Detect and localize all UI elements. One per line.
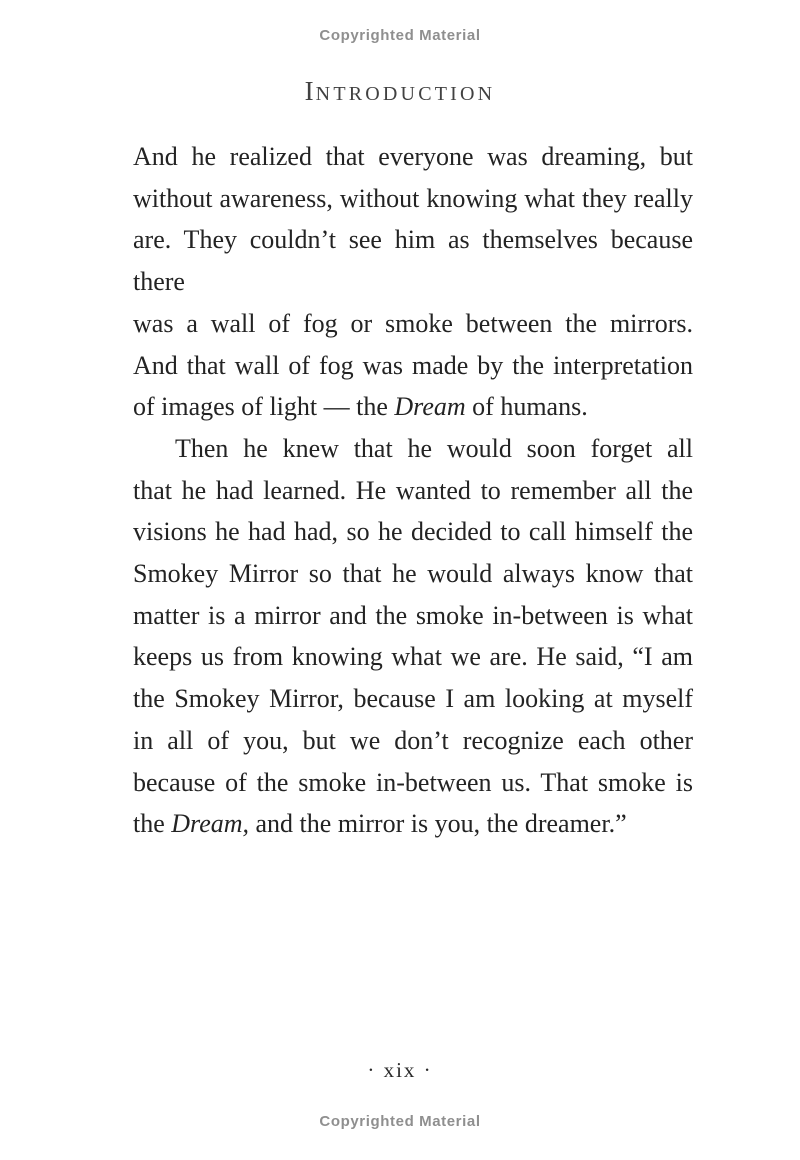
body-line xyxy=(133,428,693,470)
body-italic-segment: Dream xyxy=(394,392,466,422)
body-line xyxy=(133,595,693,637)
body-segment: without awareness, without knowing what they really xyxy=(133,183,693,213)
body-line xyxy=(133,511,693,553)
body-segment: Smokey Mirror so that he would always know that xyxy=(133,559,693,589)
page-number: · xix · xyxy=(367,1058,433,1082)
body-segment: because of the smoke in-between us. That smoke is xyxy=(133,767,693,797)
body-line xyxy=(133,219,693,302)
body-segment: of images of light — the xyxy=(133,392,395,422)
body-segment: the xyxy=(133,809,172,839)
body-segment: the Smokey Mirror, because I am looking at myself xyxy=(133,684,693,714)
body-line xyxy=(133,178,693,220)
body-segment: in all of you, but we don’t recognize each other xyxy=(133,725,693,755)
body-line xyxy=(133,553,693,595)
body-segment: that he had learned. He wanted to remember all the xyxy=(133,475,693,505)
body-segment: are. They couldn’t see him as themselves because there xyxy=(133,225,693,297)
body-line xyxy=(133,470,693,512)
body-line xyxy=(133,678,693,720)
body-line xyxy=(133,762,693,804)
body-line xyxy=(133,303,693,345)
body-line xyxy=(133,803,693,845)
chapter-heading-rest: NTRODUCTION xyxy=(315,83,496,105)
body-line xyxy=(133,345,693,387)
body-segment: Then he knew that he would soon forget all xyxy=(175,433,693,463)
body-segment: And that wall of fog was made by the interpretation xyxy=(133,350,693,380)
copyright-notice-top: Copyrighted Material xyxy=(319,27,481,44)
copyright-notice-bottom: Copyrighted Material xyxy=(319,1113,481,1130)
body-segment: visions he had had, so he decided to call himself the xyxy=(133,517,693,547)
body-line xyxy=(133,720,693,762)
body-segment: and the mirror is you, the dreamer.” xyxy=(249,809,627,839)
chapter-heading-initial: I xyxy=(304,76,316,106)
body-line xyxy=(133,636,693,678)
body-segment: was a wall of fog or smoke between the mirrors. xyxy=(133,308,693,338)
chapter-heading xyxy=(0,76,800,107)
body-segment: And he realized that everyone was dreaming, but xyxy=(133,142,693,171)
body-text xyxy=(133,136,693,845)
body-line xyxy=(133,386,693,428)
body-segment: of humans. xyxy=(465,392,588,422)
body-segment: keeps us from knowing what we are. He said, “I am xyxy=(133,642,693,672)
body-segment: matter is a mirror and the smoke in-between is what xyxy=(133,600,693,630)
body-italic-segment: Dream, xyxy=(171,809,250,839)
body-line xyxy=(133,136,693,178)
